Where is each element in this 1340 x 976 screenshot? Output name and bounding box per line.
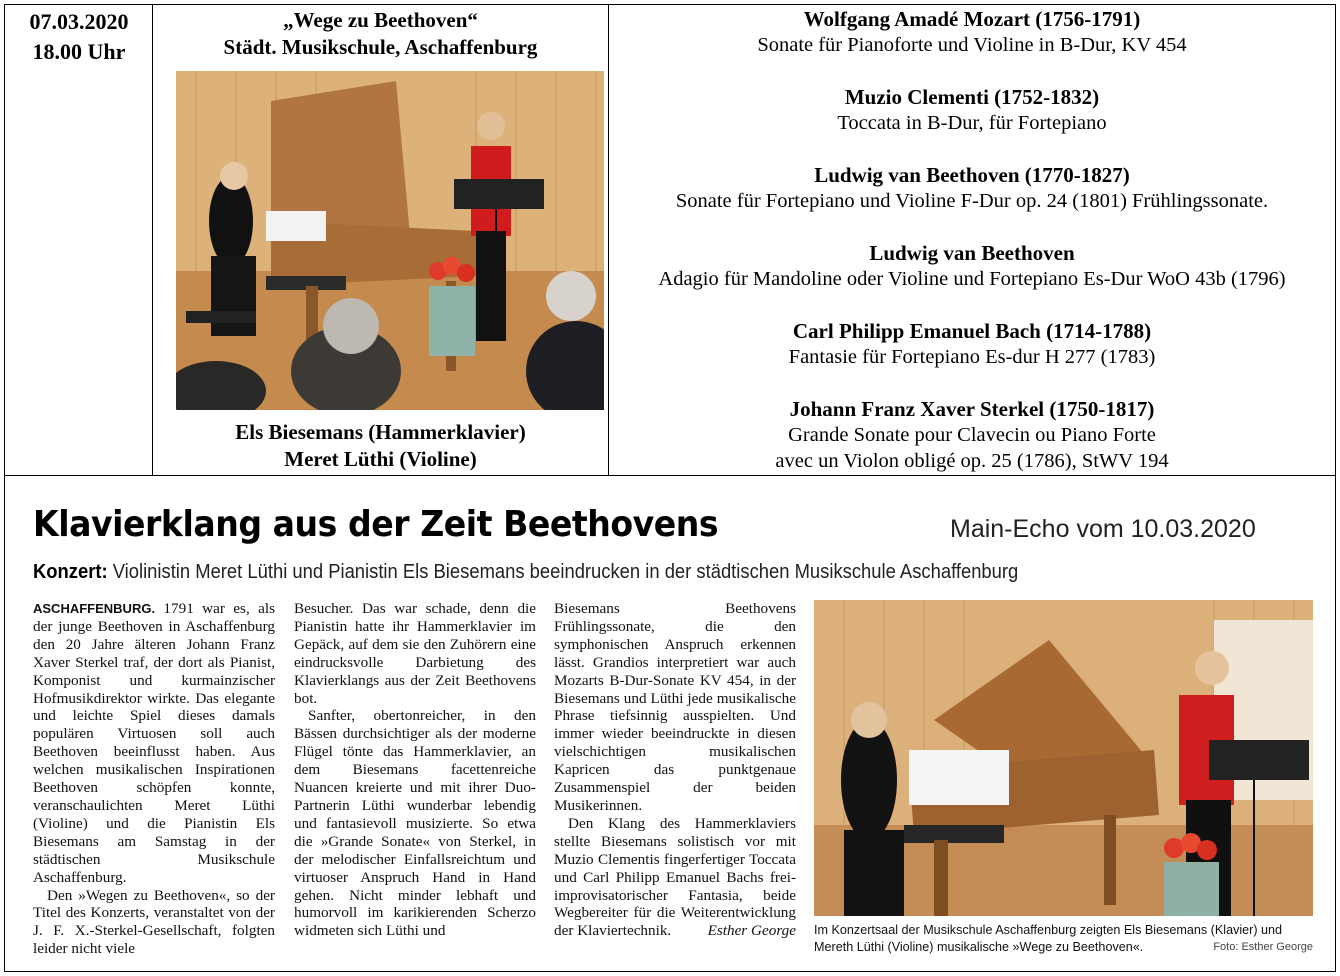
program-list	[609, 6, 1335, 474]
article-paragraph: Besucher. Das war schade, denn die Pianistin hatte ihr Hammerklavier im Gepäck, auf dem sie den Zuhörern eine eindrucksvolle Darbietung des Klavierklangs aus der Zeit Beethovens bot.	[294, 600, 536, 707]
article-headline: Klavierklang aus der Zeit Beethovens	[33, 504, 719, 545]
program-work: Adagio für Mandoline oder Violine und Fortepiano Es-Dur WoO 43b (1796)	[658, 268, 1286, 290]
table-border-top	[4, 4, 1336, 5]
article-paragraph: Biesemans Beethovens Frühlingssonate, die den symphonischen Anspruch erkennen lässt. Grandios interpretiert war auch Mozarts B-Dur-Sonate KV 454, in der Biesemans und Lüthi jede musikalische Phrase tiefsinnig ausspielten. Und immer wieder beeindruckte in diesen vielschichtigen musikalischen Kapricen das punktgenaue Zusammenspiel der beiden Musikerinnen.	[554, 600, 796, 814]
article-paragraph: 1791 war es, als der junge Beethoven in Aschaffenburg den 20 Jahre älteren Johann Franz Xaver Sterkel traf, der dort als Pianist, Komponist und kurmainzischer Hofmusikdirektor wirkte. Das elegante und leichte Spiel dieses damals populären Virtuosen soll auch Beethoven beeinflusst haben. Aus welchen musikalischen Inspirationen Beethoven schöpfen konnte, veranschaulichten Meret Lüthi (Violine) und die Pianistin Els Biesemans am Samstag in der städtischen Musikschule Aschaffenburg.	[33, 600, 275, 886]
concert-photo-top	[176, 71, 604, 410]
program-entry	[609, 6, 1335, 58]
table-divider-1	[152, 4, 153, 476]
article-author: Esther George	[707, 922, 796, 940]
program-composer: Ludwig van Beethoven	[869, 241, 1075, 265]
article-paragraph: Sanfter, obertonreicher, in den Bässen durchsichtiger als der moderne Flügel tönte das Hammerklavier, an dem Biesemans facettenreiche Nuancen kreierte und mit ihrer Duo-Partnerin Lüthi wunderbar lebendig und fantasievoll musizierte. So etwa die »Grande Sonate« von Sterkel, in der melodischer Einfallsreichtum und virtuoser Anspruch Hand in Hand gehen. Nicht minder lebhaft und humorvoll im karikierenden Scherzo widmeten sich Lüthi und	[294, 707, 536, 940]
performer-2: Meret Lüthi (Violine)	[284, 447, 477, 471]
article-column-3	[554, 600, 796, 940]
program-work: Sonate für Fortepiano und Violine F-Dur op. 24 (1801) Frühlingssonate.	[675, 190, 1269, 212]
program-entry	[609, 240, 1335, 292]
clip-border-right	[1335, 476, 1336, 972]
article-column-1	[33, 600, 275, 958]
table-border-right	[1335, 4, 1336, 476]
concert-title: „Wege zu Beethoven“	[283, 8, 478, 32]
article-paragraph: Den »Wegen zu Beethoven«, so der Titel des Konzerts, veranstaltet von der J. F. X.-Sterkel-Gesellschaft, folgten leider nicht viele	[33, 886, 275, 958]
program-entry	[609, 396, 1335, 474]
program-work: Fantasie für Fortepiano Es-dur H 277 (1783)	[788, 346, 1156, 368]
article-paragraph: Den Klang des Hammerklaviers stellte Biesemans solistisch vor mit Muzio Clementis fingerfertiger Toccata und Carl Philipp Emanuel Bachs frei-improvisatorischer Fantasia, beide Wegbereiter für die Weiterentwicklung der Klaviertechnik.	[554, 814, 796, 940]
clip-border-bottom	[4, 971, 1336, 972]
subhead-text: Violinistin Meret Lüthi und Pianistin Els Biesemans beeindrucken in der städtischen Musikschule Aschaffenburg	[107, 561, 1019, 583]
program-work: Sonate für Pianoforte und Violine in B-Dur, KV 454	[757, 34, 1187, 56]
photo-caption	[814, 922, 1313, 956]
program-entry	[609, 84, 1335, 136]
program-work: Toccata in B-Dur, für Fortepiano	[837, 112, 1107, 134]
concert-date: 07.03.2020	[29, 9, 129, 34]
program-entry	[609, 162, 1335, 214]
program-composer: Carl Philipp Emanuel Bach (1714-1788)	[792, 319, 1152, 343]
program-composer: Ludwig van Beethoven (1770-1827)	[814, 163, 1130, 187]
article-column-2	[294, 600, 536, 940]
program-composer: Muzio Clementi (1752-1832)	[844, 85, 1100, 109]
program-work: avec un Violon obligé op. 25 (1786), StWV 194	[775, 450, 1169, 472]
table-border-bottom	[4, 475, 1336, 476]
article-photo	[814, 600, 1313, 916]
program-work: Grande Sonate pour Clavecin ou Piano Forte	[788, 424, 1156, 446]
performer-1: Els Biesemans (Hammerklavier)	[235, 420, 526, 444]
concert-time: 18.00 Uhr	[32, 39, 126, 64]
subhead-label: Konzert:	[33, 561, 108, 583]
program-composer: Wolfgang Amadé Mozart (1756-1791)	[803, 7, 1141, 31]
program-entry	[609, 318, 1335, 370]
photo-credit: Foto: Esther George	[1213, 941, 1313, 953]
clip-border-left	[4, 476, 5, 972]
concert-venue: Städt. Musikschule, Aschaffenburg	[223, 35, 538, 59]
table-border-left	[4, 4, 5, 476]
article-subhead	[33, 561, 1018, 584]
program-composer: Johann Franz Xaver Sterkel (1750-1817)	[789, 397, 1155, 421]
caption-text: Im Konzertsaal der Musikschule Aschaffenburg zeigten Els Biesemans (Klavier) und Mereth Lüthi (Violine) musikalische »Wege zu Beethoven«.	[814, 923, 1283, 954]
article-source: Main-Echo vom 10.03.2020	[950, 515, 1256, 543]
article-dateline: ASCHAFFENBURG.	[33, 601, 156, 616]
